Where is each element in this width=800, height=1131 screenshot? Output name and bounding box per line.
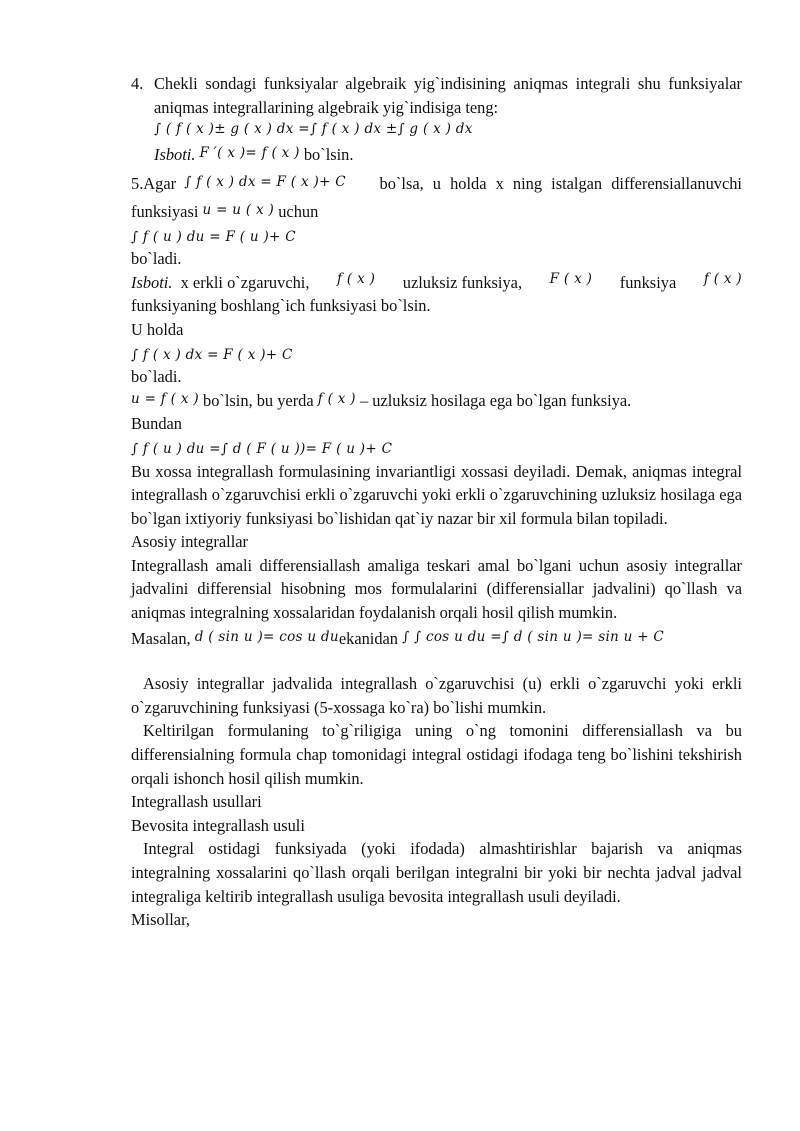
property-5-formula5: u = f ( x ) <box>131 390 199 407</box>
proof-c: funksiya <box>619 272 677 292</box>
property-5-text3: uchun <box>278 201 319 221</box>
example-lead: Masalan, <box>131 628 191 648</box>
property-5-formula7: ∫ f ( u ) du =∫ d ( F ( u ))= F ( u )+ C <box>131 440 393 457</box>
property-5-lead: 5.Agar <box>131 174 177 194</box>
basic-para2: Asosiy integrallar jadvalida integrallash o`zgaruvchisi (u) erkli o`zgaruvchi yoki erkli o`zgaruvchining funksiyasi (5-xossaga ko`ra) bo`lishi mumkin. <box>131 674 742 717</box>
proof-label-5: Isboti. <box>131 272 173 292</box>
then-label: U holda <box>131 319 184 339</box>
proof-b: uzluksiz funksiya, <box>402 272 523 292</box>
examples-label: Misollar, <box>131 910 190 930</box>
property-5-text5: bo`ladi. <box>131 367 182 387</box>
property-5-text4: bo`ladi. <box>131 249 182 269</box>
property-5-line1 <box>131 172 742 196</box>
example-formula1: d ( sin u )= cos u du <box>194 628 339 645</box>
proof-fx: f ( x ) <box>337 270 376 287</box>
property-5-conclusion: Bu xossa integrallash formulasining invariantligi xossasi deyiladi. Demak, aniqmas integral integrallash o`zgaruvchisi erkli o`zgaruvchi yoki erkli o`zgaruvchining uzluksiz hosilaga ega bo`lgan ixtiyoriy funksiyasi bo`lishidan qat`iy nazar bir xil formula bilan topiladi. <box>131 461 742 528</box>
methods-text: Integral ostidagi funksiyada (yoki ifodada) almashtirishlar bajarish va aniqmas integralning xossalarini qo`llash orqali berilgan integralni bir yoki bir nechta jadval jadval integraliga keltirib integrallash usuliga bevosita integrallash usuli deyiladi. <box>131 839 742 906</box>
methods-heading: Integrallash usullari <box>131 792 262 812</box>
proof-label: Isboti. <box>154 144 196 164</box>
property-5-formula4: ∫ f ( x ) dx = F ( x )+ C <box>131 346 293 363</box>
property-5-formula6: f ( x ) <box>317 390 356 407</box>
property-5-text6: bo`lsin, bu yerda <box>203 390 314 410</box>
proof-a: x erkli o`zgaruvchi, <box>180 272 310 292</box>
proof-Fx: F ( x ) <box>549 270 593 287</box>
methods-subheading: Bevosita integrallash usuli <box>131 815 305 835</box>
property-5-text2: funksiyasi <box>131 201 199 221</box>
basic-text: Integrallash amali differensiallash amaliga teskari amal bo`lgani uchun asosiy integrallar jadvalini differensial hisobning mos formulalarini (differensiallar jadvalini) qo`llash va aniqmas integralning xossalaridan foydalanish orqali hosil qilish mumkin. <box>131 555 742 623</box>
property-number: 4. <box>131 74 144 93</box>
proof-d: funksiyaning boshlang`ich funksiyasi bo`lsin. <box>131 296 431 316</box>
proof-fx2: f ( x ) <box>703 270 742 287</box>
property-5-proof-line <box>131 271 742 295</box>
proof-tail: bo`lsin. <box>303 144 354 164</box>
property-5-text7: – uzluksiz hosilaga ega bo`lgan funksiya. <box>359 390 632 410</box>
proof-formula: F ′( x )= f ( x ) <box>199 144 300 161</box>
property-5-text1: bo`lsa, u holda x ning istalgan differensiallanuvchi <box>379 174 742 194</box>
example-mid: ekanidan <box>338 628 399 648</box>
from-label: Bundan <box>131 414 182 434</box>
property-4-text: Chekli sondagi funksiyalar algebraik yig`indisining aniqmas integrali shu funksiyalar aniqmas integrallarining algebraik yig`indisiga teng: <box>154 74 742 117</box>
basic-heading: Asosiy integrallar <box>131 532 248 552</box>
property-5-formula1: ∫ f ( x ) dx = F ( x )+ C <box>184 174 346 191</box>
example-formula2: ∫ ∫ cos u du =∫ d ( sin u )= sin u + C <box>402 628 665 645</box>
property-5-formula3: ∫ f ( u ) du = F ( u )+ C <box>131 228 296 245</box>
document-page <box>131 72 742 932</box>
property-5-formula2: u = u ( x ) <box>202 201 275 218</box>
property-4-formula: ∫ ( f ( x )± g ( x ) dx =∫ f ( x ) dx ±∫ g ( x ) dx <box>154 121 473 138</box>
property-4 <box>131 72 742 166</box>
basic-para3: Keltirilgan formulaning to`g`riligiga uning o`ng tomonini differensiallash va bu differensialning formula chap tomonidagi integral ostidagi ifodaga teng bo`lishini tekshirish orqali ishonch hosil qilish mumkin. <box>131 721 742 788</box>
